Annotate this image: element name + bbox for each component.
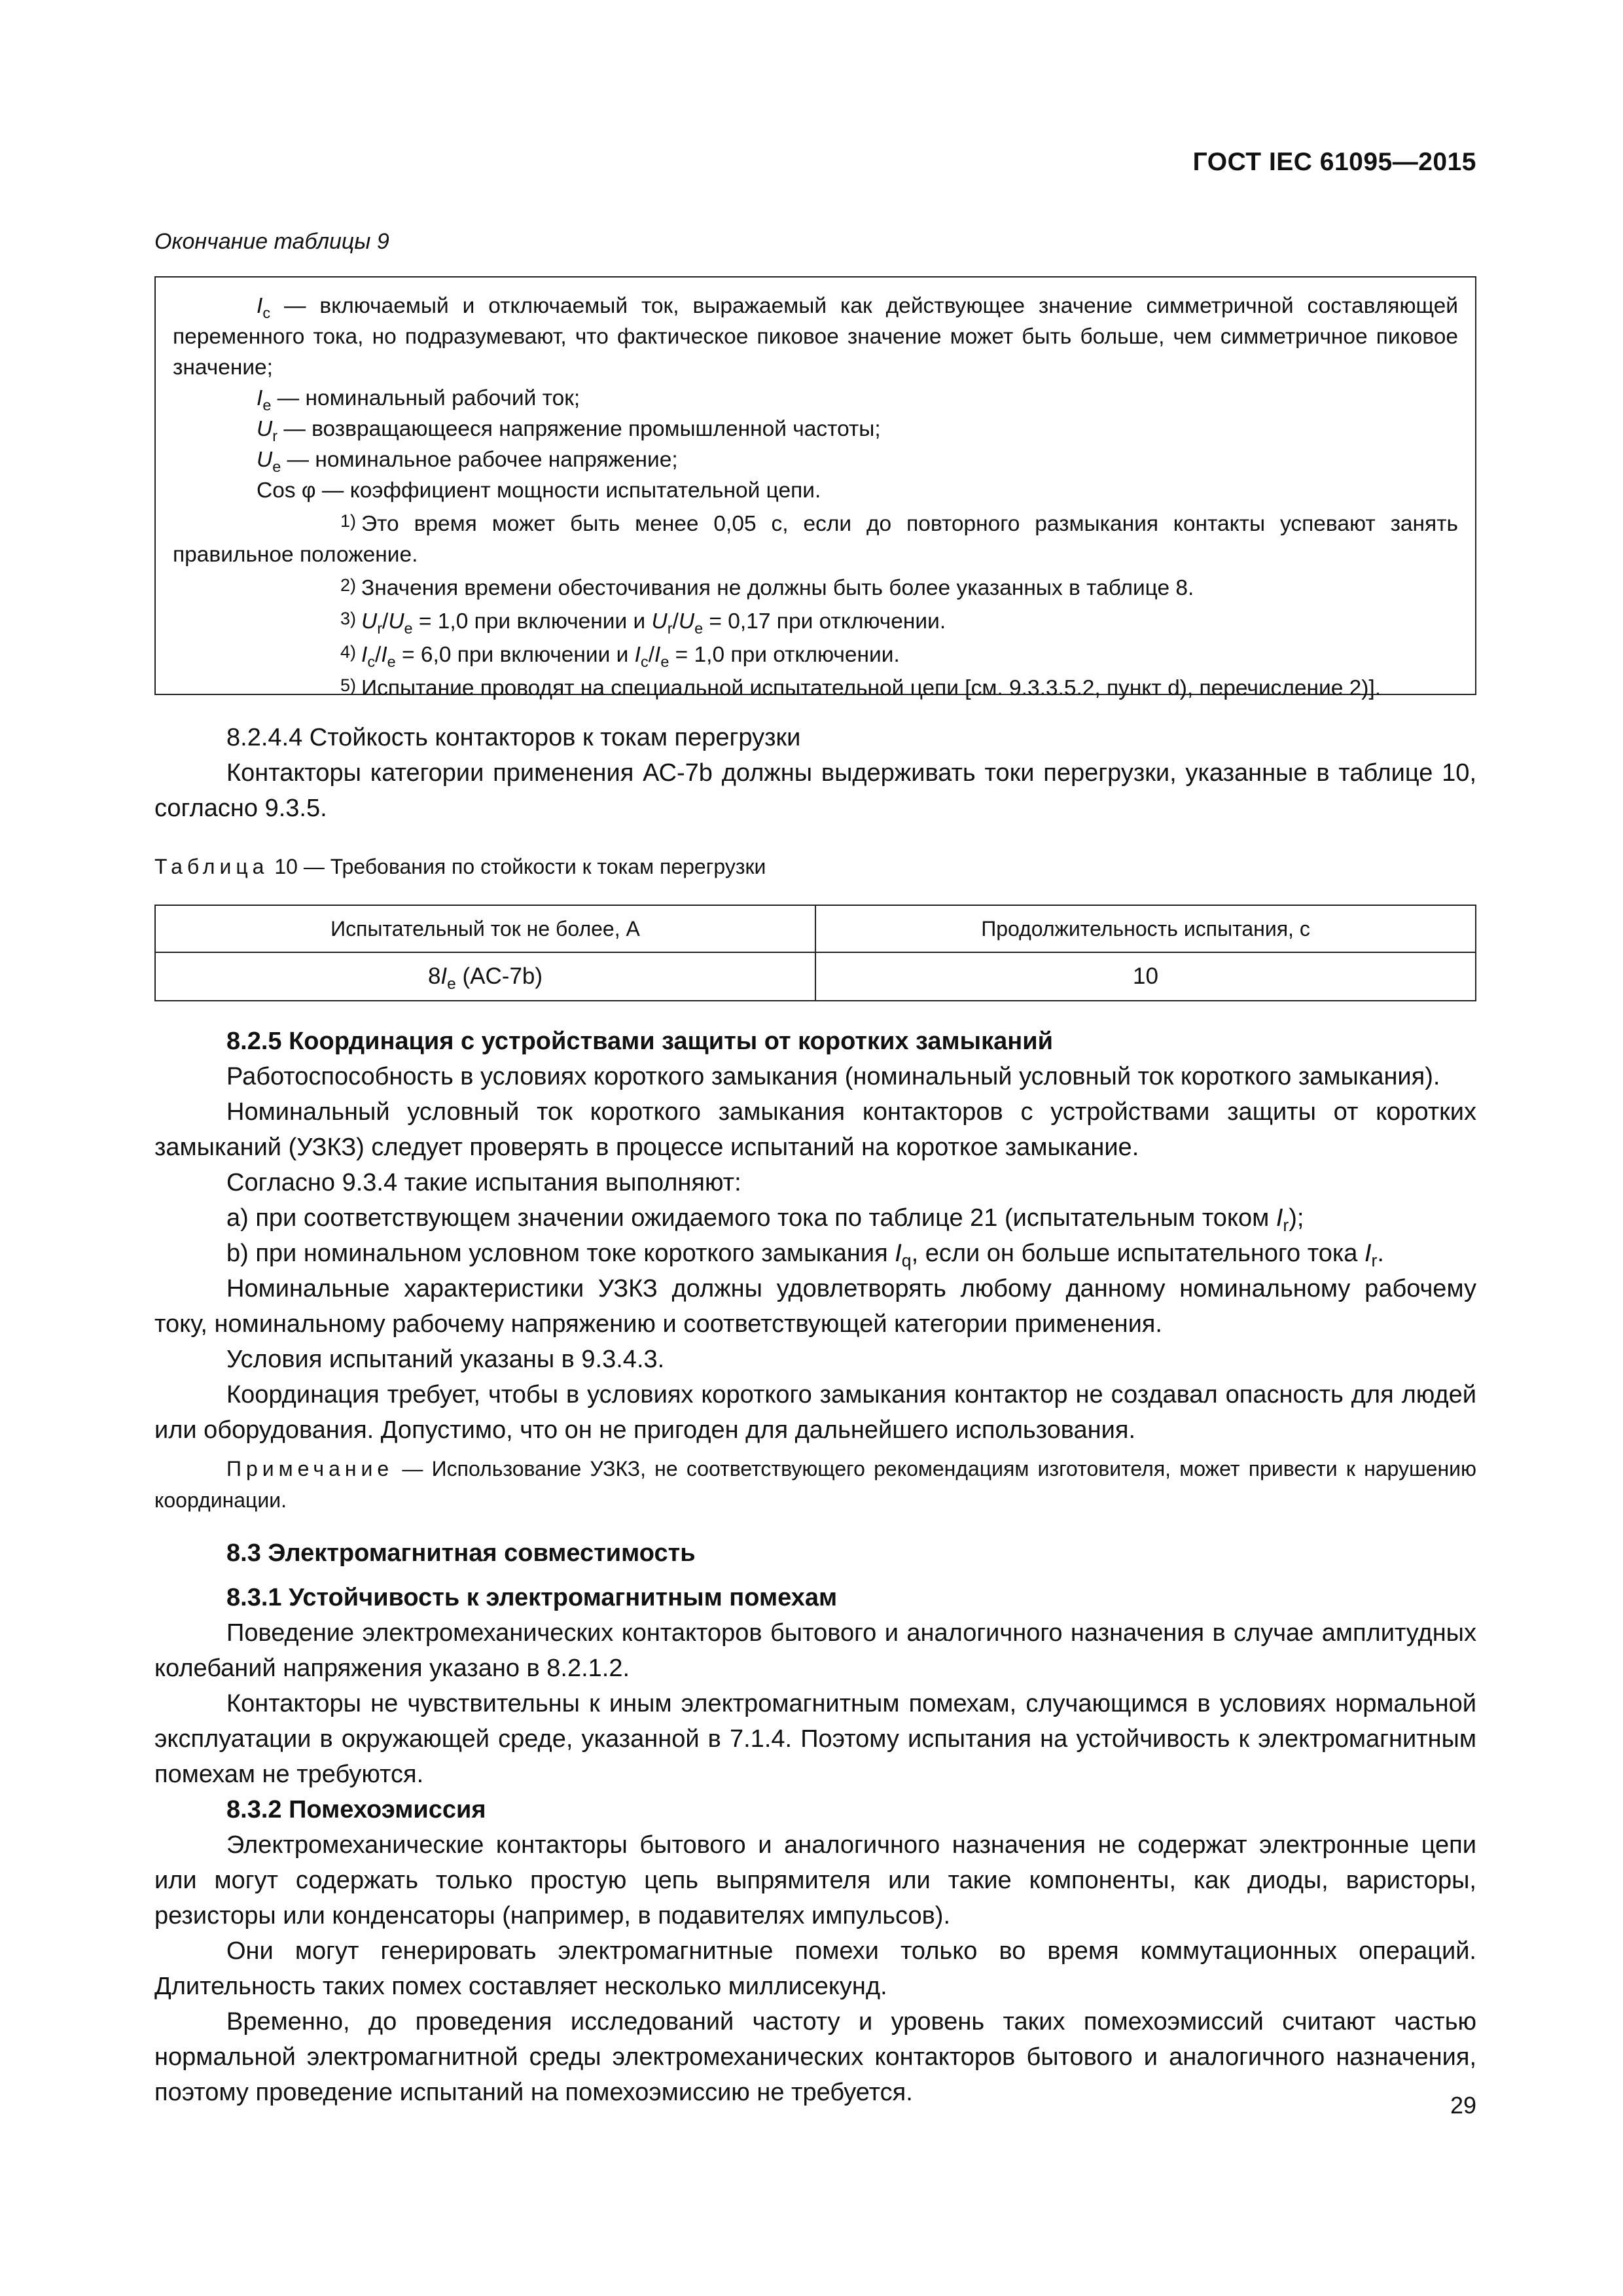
legend-cos: Cos φ — коэффициент мощности испытательной цепи.: [257, 478, 821, 503]
section-8-2-5: [154, 1024, 1476, 1448]
table-continuation-caption: Окончание таблицы 9: [154, 229, 389, 254]
footnote-2: 2) Значения времени обесточивания не должны быть более указанных в таблице 8.: [340, 575, 1194, 600]
legend-ur: $U_r$ — возвращающееся напряжение промышленной частоты;: [257, 417, 881, 444]
paragraph: Контакторы категории применения АС-7b должны выдерживать токи перегрузки, указанные в таблице 10, согласно 9.3.5.: [154, 759, 1476, 822]
footnote-3: 3) $U_r/U_e = 1,0$ при включении и $U_r/U_e = 0,17$ при отключении.: [340, 609, 946, 637]
paragraph: Поведение электромеханических контакторов бытового и аналогичного назначения в случае амплитудных колебаний напряжения указано в 8.2.1.2.: [154, 1619, 1476, 1682]
subsection-heading: 8.3.1 Устойчивость к электромагнитным помехам: [226, 1584, 838, 1611]
table-header-cell: Продолжительность испытания, с: [815, 905, 1476, 952]
list-item-b: b) при номинальном условном токе короткого замыкания $I_q$, если он больше испытательного тока $I_r$.: [226, 1240, 1384, 1270]
document-id: ГОСТ IEC 61095—2015: [1192, 148, 1476, 176]
note-label: Примечание: [226, 1457, 394, 1480]
paragraph: Согласно 9.3.4 такие испытания выполняют:: [226, 1169, 741, 1196]
section-heading: 8.2.5 Координация с устройствами защиты от коротких замыканий: [226, 1028, 1053, 1055]
paragraph: Временно, до проведения исследований частоту и уровень таких помехоэмиссий считают частью нормальной электромагнитной среды электромеханических контакторов бытового и аналогичного назначения, поэтому проведение испытаний на помехоэмиссию не требуется.: [154, 2008, 1476, 2106]
paragraph: Электромеханические контакторы бытового и аналогичного назначения не содержат электронные цепи или могут содержать только простую цепь выпрямителя или такие компоненты, как диоды, варисторы, резисторы или конденсаторы (например, в подавителях импульсов).: [154, 1831, 1476, 1929]
table10: [154, 905, 1476, 1001]
table-header-cell: Испытательный ток не более, А: [155, 905, 815, 952]
section-heading: 8.2.4.4 Стойкость контакторов к токам перегрузки: [226, 724, 801, 751]
paragraph: Номинальные характеристики УЗКЗ должны удовлетворять любому данному номинальному рабочему току, номинальному рабочему напряжению и соответствующей категории применения.: [154, 1275, 1476, 1338]
list-item-a: a) при соответствующем значении ожидаемого тока по таблице 21 (испытательным током $I_r$);: [226, 1204, 1304, 1235]
table-cell-current: $8I_e$ (AC-7b): [155, 952, 815, 1001]
paragraph: Номинальный условный ток короткого замыкания контакторов с устройствами защиты от коротких замыканий (УЗКЗ) следует проверять в процессе испытаний на короткое замыкание.: [154, 1098, 1476, 1161]
page-number: 29: [1450, 2092, 1476, 2119]
footnote-5: 5) Испытание проводят на специальной испытательной цепи [см. 9.3.3.5.2, пункт d), перечисление 2)].: [340, 675, 1382, 700]
note-text: — Использование УЗКЗ, не соответствующего рекомендациям изготовителя, может привести к нарушению координации.: [154, 1457, 1476, 1512]
paragraph: Условия испытаний указаны в 9.3.4.3.: [226, 1346, 665, 1373]
table-cell-duration: 10: [815, 952, 1476, 1001]
footnote-4: 4) $I_c/I_e = 6,0$ при включении и $I_c/I_e = 1,0$ при отключении.: [340, 642, 900, 670]
subsection-heading: 8.3.2 Помехоэмиссия: [226, 1796, 486, 1823]
paragraph: Контакторы не чувствительны к иным электромагнитным помехам, случающимся в условиях нормальной эксплуатации в окружающей среде, указанной в 7.1.4. Поэтому испытания на устойчивость к электромагнитным помехам не требуются.: [154, 1690, 1476, 1788]
paragraph: Координация требует, чтобы в условиях короткого замыкания контактор не создавал опасность для людей или оборудования. Допустимо, что он не пригоден для дальнейшего использования.: [154, 1381, 1476, 1444]
section-8-2-4-4: [154, 720, 1476, 826]
footnote-1: 1) Это время может быть менее 0,05 с, если до повторного размыкания контакты успевают занять правильное положение.: [173, 511, 1458, 567]
paragraph: Работоспособность в условиях короткого замыкания (номинальный условный ток короткого замыкания).: [226, 1063, 1440, 1090]
paragraph: Они могут генерировать электромагнитные помехи только во время коммутационных операций. Длительность таких помех составляет несколько миллисекунд.: [154, 1937, 1476, 2000]
legend-ue: $U_e$ — номинальное рабочее напряжение;: [257, 448, 678, 475]
table-row: [155, 952, 1476, 1001]
legend-ic: $I_c$ — включаемый и отключаемый ток, выражаемый как действующее значение симметричной составляющей переменного тока, но подразумевают, что фактическое пиковое значение может быть больше, чем симметричное пиковое значение;: [173, 294, 1458, 380]
table10-caption: Таблица 10 — Требования по стойкости к токам перегрузки: [154, 855, 766, 878]
table9-end-box: [154, 276, 1476, 700]
note: [154, 1453, 1476, 1516]
legend-ie: $I_e$ — номинальный рабочий ток;: [257, 386, 580, 414]
document-page: [154, 0, 1476, 2296]
section-heading: 8.3 Электромагнитная совместимость: [226, 1539, 696, 1567]
section-8-3: [154, 1535, 1476, 2110]
